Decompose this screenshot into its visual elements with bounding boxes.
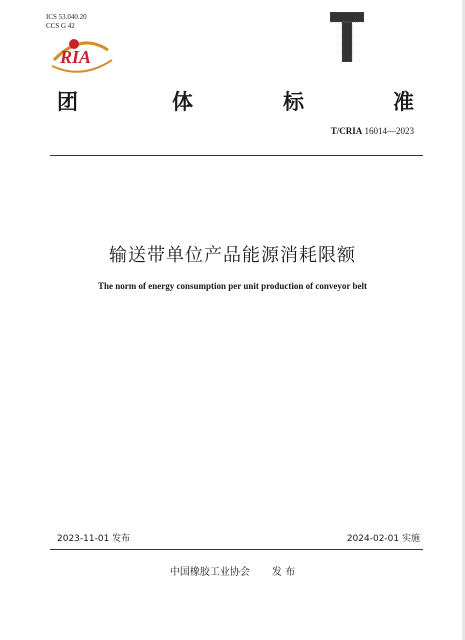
ics-code: ICS 53.040.20 — [46, 13, 87, 21]
standard-type-letter — [330, 12, 364, 62]
standard-prefix: T/CRIA — [330, 126, 363, 136]
standard-code: 16014—2023 — [364, 126, 414, 136]
standard-number — [331, 126, 414, 136]
document-title-english: The norm of energy consumption per unit production of conveyor belt — [97, 281, 367, 291]
ccs-code: CCS G 42 — [46, 22, 75, 30]
publisher-line — [0, 563, 465, 578]
logo-text: RIA — [60, 47, 92, 67]
issue-date: 2023-11-01 发布 — [57, 534, 131, 544]
bottom-divider — [50, 549, 423, 550]
publisher-action: 发 布 — [271, 567, 296, 578]
top-divider — [50, 155, 423, 156]
heading-char-3: 标 — [283, 90, 304, 114]
cria-logo — [46, 30, 116, 74]
heading-char-1: 团 — [57, 90, 78, 114]
heading-char-4: 准 — [393, 90, 414, 114]
classification-codes — [46, 13, 87, 31]
standard-heading — [0, 86, 465, 116]
heading-char-2: 体 — [172, 90, 193, 114]
implementation-date: 2024-02-01 实施 — [346, 534, 420, 544]
publisher-name: 中国橡胶工业协会 — [169, 567, 250, 578]
document-title-chinese: 输送带单位产品能源消耗限额 — [109, 245, 356, 266]
